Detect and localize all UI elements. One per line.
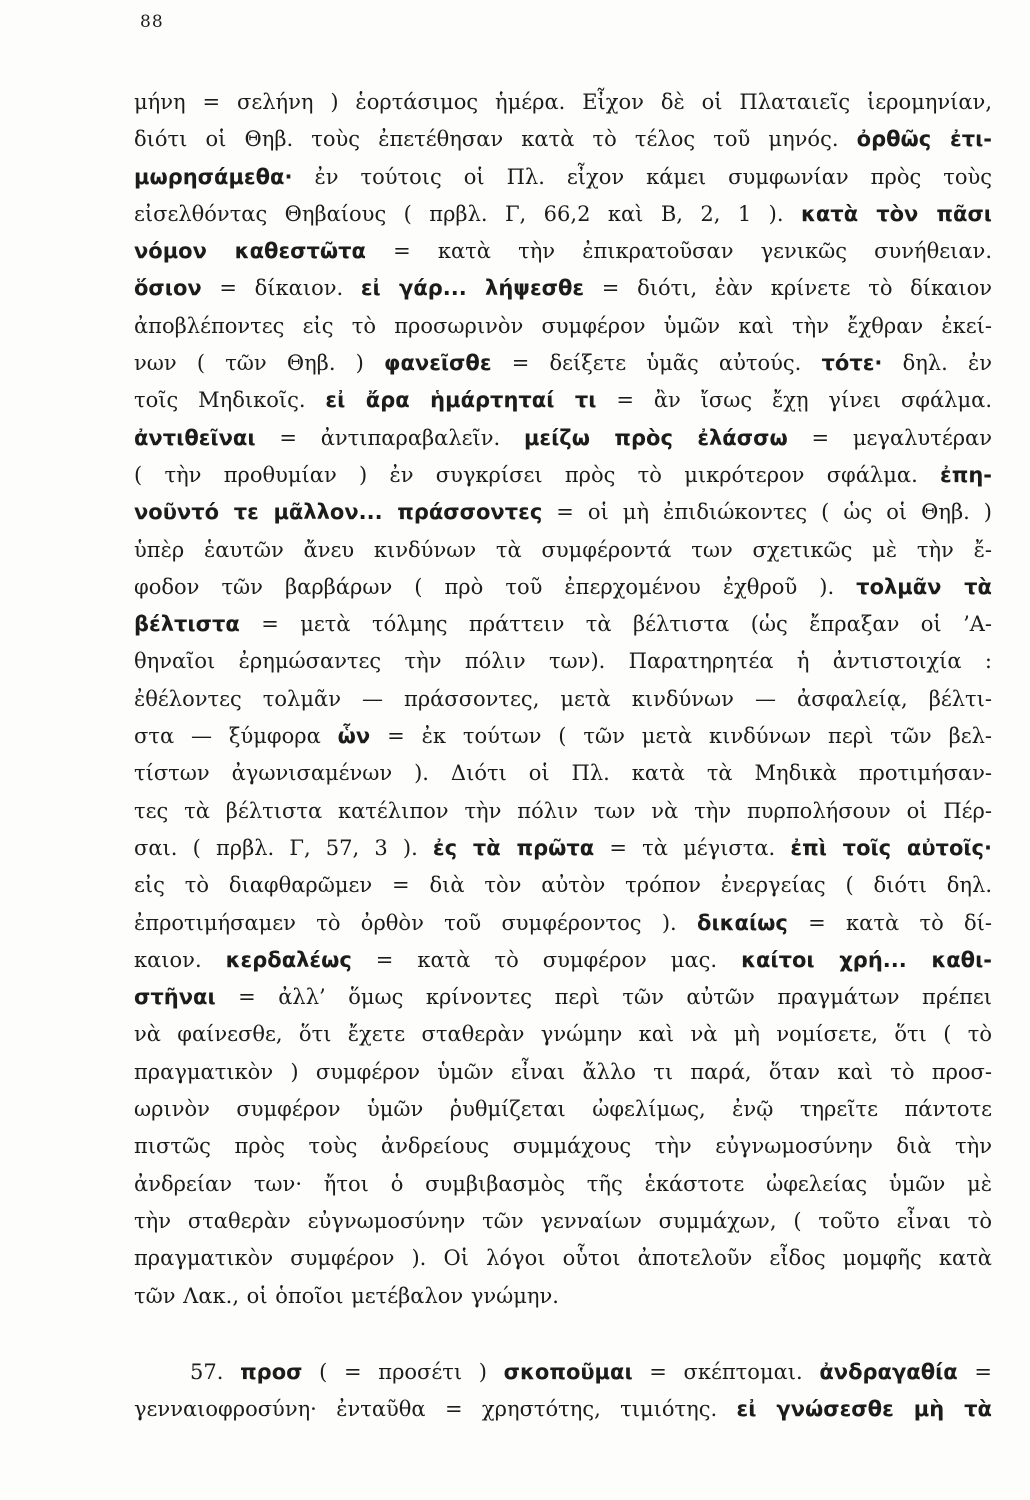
text-line: [134, 905, 992, 942]
text-line: [134, 606, 992, 643]
gloss-text: = δείξετε ὑμᾶς αὐτούς.: [491, 351, 822, 376]
text-line: [134, 457, 992, 494]
gloss-text: ἐπροτιμήσαμεν τὸ ὀρθὸν τοῦ συμφέροντος ).: [134, 910, 698, 935]
text-line: [134, 270, 992, 307]
text-line: [134, 494, 992, 531]
lemma-term: τολμᾶν τὰ: [856, 574, 992, 599]
lemma-term: κατὰ τὸν πᾶσι: [800, 201, 992, 226]
commentary-text: [134, 84, 992, 1428]
gloss-text: πιστῶς πρὸς τοὺς ἀνδρείους συμμάχους τὴν εὐγνωμοσύνην διὰ τὴν: [134, 1134, 992, 1159]
lemma-term: βέλτιστα: [134, 612, 240, 637]
text-line: [134, 979, 992, 1016]
lemma-term: εἰ ἄρα ἡμάρτηταί τι: [325, 388, 597, 413]
paragraph-gap: [134, 1315, 992, 1354]
text-line: [134, 1203, 992, 1240]
lemma-term: ἐπη-: [940, 462, 992, 487]
text-line: [134, 1240, 992, 1277]
lemma-term: ἐς τὰ πρῶτα: [432, 835, 595, 860]
gloss-text: 57.: [190, 1359, 241, 1384]
gloss-text: = μετὰ τόλμης πράττειν τὰ βέλτιστα (ὡς ἔπραξαν οἱ ’Α-: [239, 612, 992, 637]
text-line: [134, 382, 992, 419]
gloss-text: = κατὰ τὸ συμφέρον μας.: [351, 947, 742, 972]
lemma-term: φανεῖσθε: [384, 351, 492, 376]
lemma-term: νόμον καθεστῶτα: [134, 239, 366, 264]
text-line: [134, 345, 992, 382]
gloss-text: = μεγαλυτέραν: [787, 425, 992, 450]
lemma-term: ἀντιθεῖναι: [134, 425, 256, 450]
lemma-term: ὅσιον: [134, 276, 202, 301]
gloss-text: θηναῖοι ἐρημώσαντες τὴν πόλιν των). Παρατηρητέα ἡ ἀντιστοιχία :: [134, 649, 992, 674]
text-line: [134, 1278, 992, 1315]
text-line: [134, 1016, 992, 1053]
lemma-term: στῆναι: [134, 985, 216, 1010]
lemma-term: δικαίως: [697, 910, 788, 935]
gloss-text: πραγματικὸν ) συμφέρον ὑμῶν εἶναι ἄλλο τι παρά, ὅταν καὶ τὸ προσ-: [134, 1059, 992, 1084]
gloss-text: τῶν Λακ., οἱ ὁποῖοι μετέβαλον γνώμην.: [134, 1283, 559, 1308]
gloss-text: τίστων ἀγωνισαμένων ). Διότι οἱ Πλ. κατὰ τὰ Μηδικὰ προτιμήσαν-: [134, 761, 992, 786]
text-line: [134, 867, 992, 904]
lemma-term: κερδαλέως: [225, 947, 352, 972]
gloss-text: γενναιοφροσύνη· ἐνταῦθα = χρηστότης, τιμιότης.: [134, 1397, 737, 1422]
text-line: [134, 420, 992, 457]
gloss-text: πραγματικὸν συμφέρον ). Οἱ λόγοι οὗτοι ἀποτελοῦν εἶδος μομφῆς κατὰ: [134, 1246, 992, 1271]
lemma-term: σκοποῦμαι: [503, 1359, 633, 1384]
lemma-term: μείζω πρὸς ἐλάσσω: [523, 425, 788, 450]
text-line: [134, 1091, 992, 1128]
gloss-text: νων ( τῶν Θηβ. ): [134, 351, 385, 376]
lemma-term: νοῦντό τε μᾶλλον... πράσσοντες: [134, 500, 543, 525]
gloss-text: = τὰ μέγιστα.: [594, 835, 791, 860]
gloss-text: τοῖς Μηδικοῖς.: [134, 388, 326, 413]
text-line: [134, 755, 992, 792]
gloss-text: = διότι, ἐὰν κρίνετε τὸ δίκαιον: [584, 276, 992, 301]
text-line: [134, 942, 992, 979]
text-line: [134, 1354, 992, 1391]
gloss-text: ὑπὲρ ἑαυτῶν ἄνευ κινδύνων τὰ συμφέροντά των σχετικῶς μὲ τὴν ἔ-: [134, 537, 992, 562]
gloss-text: = κατὰ τὴν ἐπικρατοῦσαν γενικῶς συνήθειαν.: [366, 239, 992, 264]
gloss-text: ( τὴν προθυμίαν ) ἐν συγκρίσει πρὸς τὸ μικρότερον σφάλμα.: [134, 462, 941, 487]
gloss-text: τὴν σταθερὰν εὐγνωμοσύνην τῶν γενναίων συμμάχων, ( τοῦτο εἶναι τὸ: [134, 1208, 992, 1233]
text-line: [134, 1128, 992, 1165]
lemma-term: τότε·: [821, 351, 883, 376]
lemma-term: ἀνδραγαθία: [819, 1359, 958, 1384]
text-line: [134, 681, 992, 718]
gloss-text: εἰσελθόντας Θηβαίους ( πρβλ. Γ, 66,2 καὶ Β, 2, 1 ).: [134, 201, 801, 226]
lemma-term: εἰ γνώσεσθε μὴ τὰ: [736, 1397, 992, 1422]
gloss-text: = ἀλλ’ ὅμως κρίνοντες περὶ τῶν αὐτῶν πραγμάτων πρέπει: [215, 985, 992, 1010]
text-line: [134, 532, 992, 569]
gloss-text: καιον.: [134, 947, 226, 972]
text-line: [134, 1166, 992, 1203]
gloss-text: = οἱ μὴ ἐπιδιώκοντες ( ὡς οἱ Θηβ. ): [542, 500, 993, 525]
text-line: [134, 159, 992, 196]
lemma-term: ἐπὶ τοῖς αὐτοῖς·: [790, 835, 992, 860]
text-line: [134, 830, 992, 867]
gloss-text: = σκέπτομαι.: [632, 1359, 820, 1384]
text-line: [134, 718, 992, 755]
gloss-text: ἀποβλέποντες εἰς τὸ προσωρινὸν συμφέρον ὑμῶν καὶ τὴν ἔχθραν ἐκεί-: [134, 313, 992, 338]
gloss-text: στα — ξύμφορα: [134, 724, 338, 749]
commentary-paragraph-57: [134, 1354, 992, 1429]
gloss-text: διότι οἱ Θηβ. τοὺς ἐπετέθησαν κατὰ τὸ τέλος τοῦ μηνός.: [134, 127, 857, 152]
lemma-term: προσ: [240, 1359, 303, 1384]
gloss-text: =: [957, 1359, 992, 1384]
gloss-text: = ἂν ἴσως ἔχῃ γίνει σφάλμα.: [596, 388, 992, 413]
text-line: [134, 196, 992, 233]
text-line: [134, 1391, 992, 1428]
gloss-text: = κατὰ τὸ δί-: [787, 910, 992, 935]
text-line: [134, 643, 992, 680]
text-line: [134, 1054, 992, 1091]
text-line: [134, 793, 992, 830]
gloss-text: νὰ φαίνεσθε, ὅτι ἔχετε σταθερὰν γνώμην καὶ νὰ μὴ νομίσετε, ὅτι ( τὸ: [134, 1022, 992, 1047]
page-number: 88: [140, 12, 164, 32]
lemma-term: μωρησάμεθα·: [134, 164, 293, 189]
gloss-text: ἐθέλοντες τολμᾶν — πράσσοντες, μετὰ κινδύνων — ἀσφαλείᾳ, βέλτι-: [134, 686, 992, 711]
lemma-term: ὧν: [337, 724, 371, 749]
lemma-term: ὀρθῶς ἐτι-: [856, 127, 992, 152]
text-line: [134, 569, 992, 606]
gloss-text: σαι. ( πρβλ. Γ, 57, 3 ).: [134, 835, 433, 860]
lemma-term: καίτοι χρή... καθι-: [741, 947, 993, 972]
text-line: [134, 308, 992, 345]
gloss-text: = ἐκ τούτων ( τῶν μετὰ κινδύνων περὶ τῶν βελ-: [370, 724, 992, 749]
gloss-text: μήνη = σελήνη ) ἑορτάσιμος ἡμέρα. Εἶχον δὲ οἱ Πλαταιεῖς ἱερομηνίαν,: [134, 90, 992, 114]
gloss-text: = δίκαιον.: [201, 276, 361, 301]
gloss-text: τες τὰ βέλτιστα κατέλιπον τὴν πόλιν των νὰ τὴν πυρπολήσουν οἱ Πέρ-: [134, 798, 992, 823]
gloss-text: εἰς τὸ διαφθαρῶμεν = διὰ τὸν αὐτὸν τρόπον ἐνεργείας ( διότι δηλ.: [134, 873, 992, 898]
gloss-text: ἐν τούτοις οἱ Πλ. εἶχον κάμει συμφωνίαν πρὸς τοὺς: [292, 164, 992, 189]
text-line: [134, 84, 992, 121]
gloss-text: φοδον τῶν βαρβάρων ( πρὸ τοῦ ἐπερχομένου ἐχθροῦ ).: [134, 574, 857, 599]
gloss-text: = ἀντιπαραβαλεῖν.: [255, 425, 524, 450]
text-line: [134, 121, 992, 158]
gloss-text: δηλ. ἐν: [882, 351, 992, 376]
text-line: [134, 233, 992, 270]
gloss-text: ωρινὸν συμφέρον ὑμῶν ῥυθμίζεται ὠφελίμως, ἐνῷ τηρεῖτε πάντοτε: [134, 1097, 992, 1122]
gloss-text: ( = προσέτι ): [302, 1359, 504, 1384]
commentary-paragraph: [134, 84, 992, 1315]
lemma-term: εἰ γάρ... λήψεσθε: [360, 276, 585, 301]
gloss-text: ἀνδρείαν των· ἤτοι ὁ συμβιβασμὸς τῆς ἑκάστοτε ὠφελείας ὑμῶν μὲ: [134, 1171, 992, 1196]
